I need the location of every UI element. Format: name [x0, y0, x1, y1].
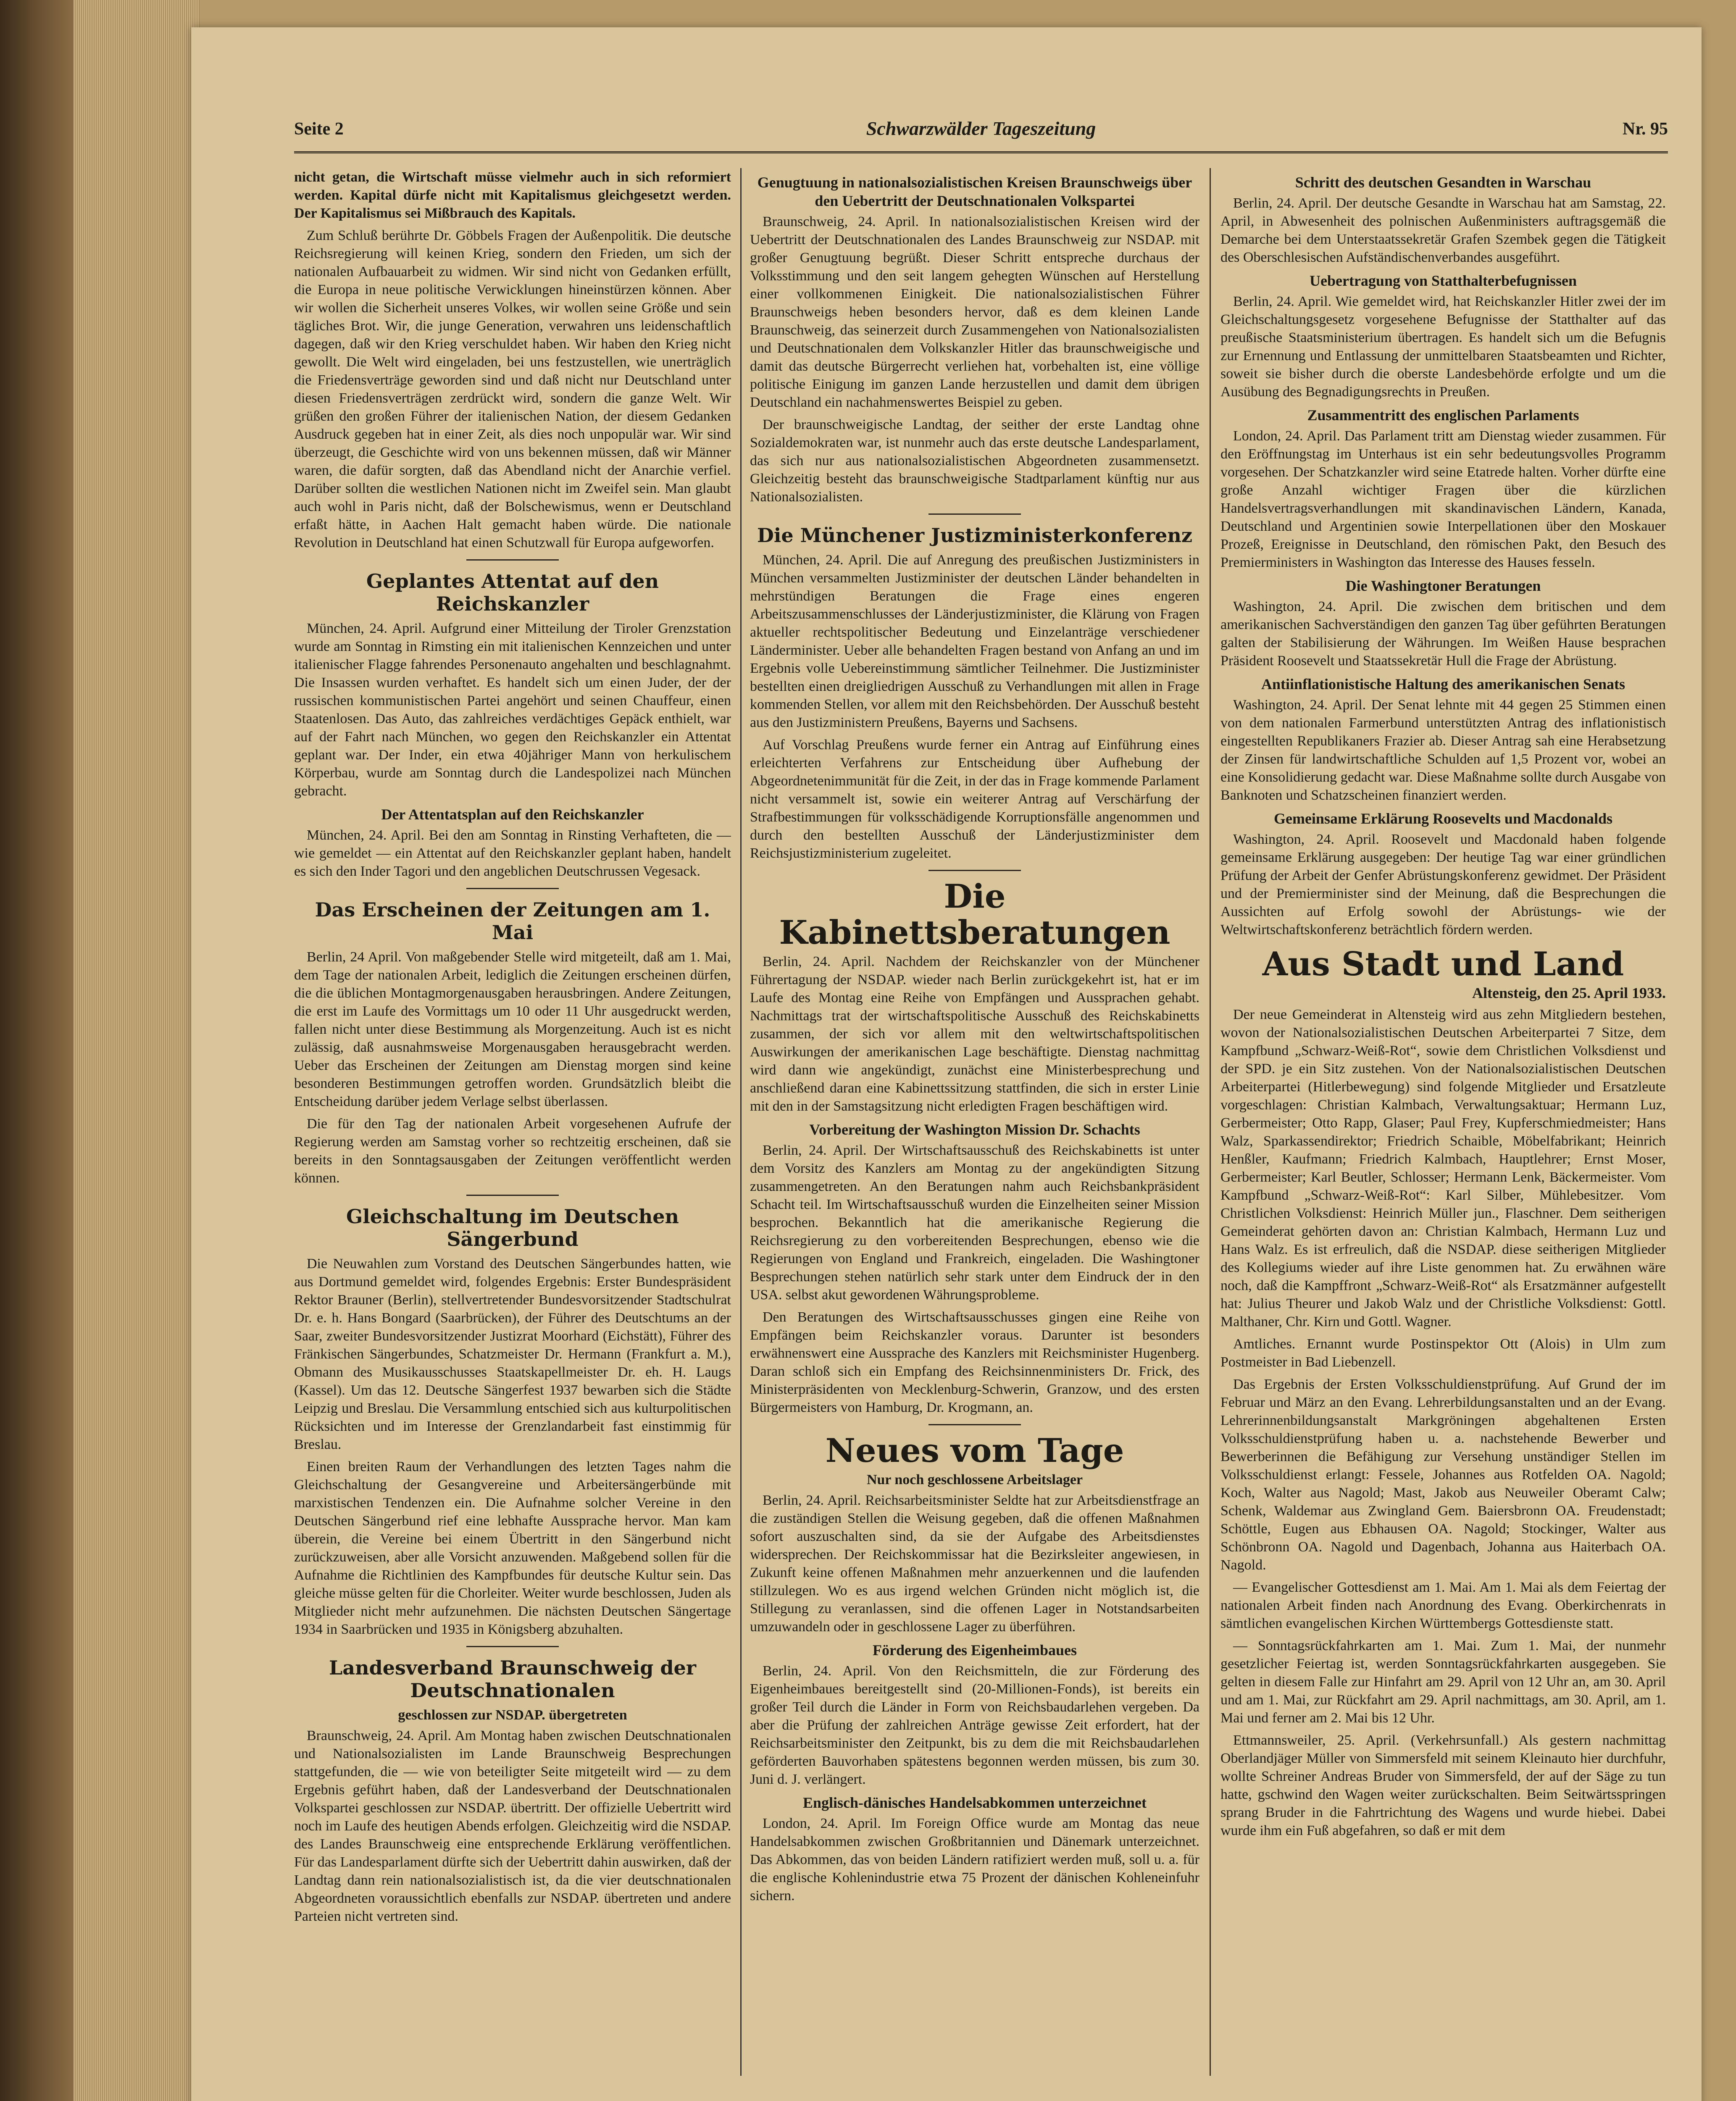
paragraph: Berlin, 24. April. Der Wirtschaftsausschuß des Reichskabinetts ist unter dem Vorsitz des Kanzlers am Montag zu der angekündigten Sitzung zusammengetreten. An den Beratungen nahm auch Reichsbankpräsident Schacht teil. Im Wirtschaftsausschuß wurden die Einzelheiten seiner Mission besprochen. Bekanntlich hat die amerikanische Regierung die Reichsregierung zu den vorbereitenden Besprechungen, ebenso wie die Regierungen von England und Frankreich, eingeladen. Die Washingtoner Besprechungen stehen natürlich sehr stark unter dem Eindruck der in den USA. selbst akut gewordenen Währungsprobleme.: [750, 1143, 1199, 1303]
headline: Das Erscheinen der Zeitungen am 1. Mai: [315, 898, 710, 944]
headline: Die Münchener Justizministerkonferenz: [757, 524, 1192, 547]
paragraph: München, 24. April. Bei den am Sonntag in Rinsting Verhafteten, die — wie gemeldet — ein Attentat auf den Reichskanzler geplant haben, handelt es sich den Inder Tagori und den angeblichen Deutschrussen Vegesack.: [294, 827, 731, 879]
paragraph: Berlin, 24. April. Reichsarbeitsminister Seldte hat zur Arbeitsdienstfrage an die zuständigen Stellen die Weisung gegeben, daß die offenen Maßnahmen sofort auszuschalten sind, da sie der Aufgabe des Arbeitsdienstes widersprechen. Der Reichskommissar hat die Bezirksleiter angewiesen, in Zukunft keine offenen Maßnahmen mehr anzuerkennen und die laufenden stillzulegen. Wo es aus irgend welchen Gründen nicht möglich ist, die Stillegung zu veranlassen, sind die offenen Lager in Notstandsarbeiten umzuwandeln oder in geschlossene Lager zu überführen.: [750, 1493, 1199, 1635]
paragraph: nicht getan, die Wirtschaft müsse vielmehr auch in sich reformiert werden. Kapital dürfe nicht mit Kapitalismus gleichgesetzt werden. Der Kapitalismus sei Mißbrauch des Kapitals.: [294, 169, 731, 221]
section-title: Aus Stadt und Land: [1262, 945, 1624, 983]
separator: [466, 1195, 559, 1196]
subheadline: Der Attentatsplan auf den Reichskanzler: [381, 806, 644, 823]
paragraph: — Sonntagsrückfahrkarten am 1. Mai. Zum 1. Mai, der nunmehr gesetzlicher Feiertag ist, werden Sonntagsrückfahrkarten ausgegeben. Sie gelten in diesem Falle zur Hinfahrt am 29. April von 12 Uhr an, am 30. April und am 1. Mai, zur Rückfahrt am 29. April nachmittags, am 30. April, am 1. Mai und ferner am 2. Mai bis 12 Uhr.: [1220, 1638, 1666, 1726]
page-edges: [74, 0, 200, 2101]
paragraph: Der neue Gemeinderat in Altensteig wird aus zehn Mitgliedern bestehen, wovon der Nationalsozialistischen Deutschen Arbeiterpartei 7 Sitze, dem Kampfbund „Schwarz-Weiß-Rot“, sowie dem Christlichen Volksdienst und der SPD. je ein Sitz zustehen. Von der Nationalsozialistischen Deutschen Arbeiterpartei (Hitlerbewegung) sind folgende Mitglieder und Ersatzleute vorgeschlagen: Christian Kalmbach, Verwaltungsaktuar; Hermann Luz, Gerbermeister; Otto Rapp, Glaser; Paul Frey, Kupferschmiedmeister; Hans Walz, Sparkassendirektor; Friedrich Schaible, Möbelfabrikant; Heinrich Henßler, Kaufmann; Friedrich Kalmbach, Hauptlehrer; Ernst Moser, Gerbermeister; Karl Beutler, Schlosser; Hermann Lenk, Bäckermeister. Vom Kampfbund „Schwarz-Weiß-Rot“: Karl Silber, Mühlebesitzer. Vom Christlichen Volksdienst: Heinrich Müller jun., Flaschner. Dem seitherigen Gemeinderat gehörten davon an: Christian Kalmbach, Hermann Luz und Hans Walz. Es ist erfreulich, daß die NSDAP. diese seitherigen Mitglieder des Kollegiums wieder auf ihre Liste genommen hat. Zu erwähnen wäre noch, daß die Kampffront „Schwarz-Weiß-Rot“ als Ersatzmänner aufgestellt hat: Julius Theurer und Jakob Walz und der Christliche Volksdienst: Gottl. Malthaner, Chr. Kirn und Gottl. Wagner.: [1220, 1007, 1666, 1330]
subheadline: Förderung des Eigenheimbaues: [872, 1642, 1077, 1659]
separator: [928, 1424, 1021, 1425]
paragraph: Washington, 24. April. Der Senat lehnte mit 44 gegen 25 Stimmen einen von dem nationalen Farmerbund unterstützten Antrag des inflationistisch eingestellten Republikaners Frazier ab. Dieser Antrag sah eine Herabsetzung der Zinsen für landwirtschaftliche Schulden auf 1,5 Prozent vor, wobei an eine Konsolidierung gedacht war. Diese Maßnahme sollte durch Ausgabe von Banknoten und Schatzscheinen finanziert werden.: [1220, 697, 1666, 803]
book-spine: [0, 0, 74, 2101]
subheadline: Zusammentritt des englischen Parlaments: [1307, 407, 1579, 424]
subheadline: Nur noch geschlossene Arbeitslager: [866, 1472, 1083, 1488]
column-rule: [740, 168, 742, 2076]
column-rule: [1210, 168, 1211, 2076]
paragraph: Berlin, 24. April. Nachdem der Reichskanzler von der Münchener Führertagung der NSDAP. wieder nach Berlin zurückgekehrt ist, hat er im Laufe des Montag eine Reihe von Empfängen und Aussprachen gehabt. Nachmittags trat der wirtschaftspolitische Ausschuß des Reichskabinetts zusammen, der sich vor allem mit den weltwirtschaftspolitischen Auswirkungen der amerikanischen Lage beschäftigte. Dienstag nachmittag wird dann wie angekündigt, zunächst eine Ministerbesprechung und anschließend daran eine Kabinettssitzung stattfinden, die sich in erster Linie mit den in der Samstagsitzung nicht erledigten Fragen beschäftigen wird.: [750, 954, 1199, 1114]
separator: [466, 559, 559, 561]
separator: [466, 1646, 559, 1647]
paragraph: Berlin, 24. April. Der deutsche Gesandte in Warschau hat am Samstag, 22. April, in Abwesenheit des polnischen Außenministers auftragsgemäß die Demarche bei dem Unterstaatssekretär Grafen Szembek gegen die Tätigkeit des Oberschlesischen Aufständischenverbandes ausgeführt.: [1220, 195, 1666, 265]
column-2: [750, 168, 1199, 2076]
headline: Geplantes Attentat auf den Reichskanzler: [366, 570, 659, 615]
subheadline: Englisch-dänisches Handelsabkommen unterzeichnet: [802, 1794, 1147, 1811]
paragraph: Die für den Tag der nationalen Arbeit vorgesehenen Aufrufe der Regierung werden am Samstag vorher so rechtzeitig erscheinen, daß sie bereits in den Sonntagsausgaben der Zeitungen veröffentlicht werden können.: [294, 1116, 731, 1186]
subheadline: geschlossen zur NSDAP. übergetreten: [398, 1707, 627, 1723]
paragraph: Braunschweig, 24. April. Am Montag haben zwischen Deutschnationalen und Nationalsozialisten im Lande Braunschweig Besprechungen stattgefunden, die — wie von beteiligter Seite mitgeteilt wird — zu dem Ergebnis geführt haben, daß der Landesverband der Deutschnationalen Volkspartei geschlossen zur NSDAP. übertritt. Der offizielle Uebertritt wird noch im Laufe des heutigen Abends erfolgen. Gleichzeitig wird die NSDAP. des Landes Braunschweig eine entsprechende Erklärung veröffentlichen. Für das Landesparlament dürfte sich der Uebertritt dahin auswirken, daß der Landtag dann rein nationalsozialistisch ist, da die vier deutschnationalen Abgeordneten voraussichtlich ebenfalls zur NSDAP. übertreten und andere Parteien nicht vertreten sind.: [294, 1728, 731, 1924]
separator: [928, 513, 1021, 515]
dateline: Altensteig, den 25. April 1933.: [1472, 985, 1666, 1001]
headline: Die Kabinettsberatungen: [779, 877, 1170, 952]
page-header: [294, 111, 1668, 153]
headline: Gleichschaltung im Deutschen Sängerbund: [346, 1205, 679, 1251]
headline: Neues vom Tage: [825, 1432, 1124, 1470]
paragraph: Washington, 24. April. Roosevelt und Macdonald haben folgende gemeinsame Erklärung ausgegeben: Der heutige Tag war einer gründlichen Prüfung der Arbeit der Genfer Abrüstungskonferenz gewidmet. Der Präsident und der Premierminister sind der Meinung, daß die Besprechungen die Aussichten auf Erfolg sowohl der Abrüstungs- wie der Weltwirtschaftskonferenz beträchtlich fördern werden.: [1220, 832, 1666, 937]
paragraph: Washington, 24. April. Die zwischen dem britischen und dem amerikanischen Sachverständigen den ganzen Tag über geführten Beratungen galten der Stabilisierung der Währungen. Im Weißen Hause besprachen Präsident Roosevelt und Staatssekretär Hull die Frage der Abrüstung.: [1220, 599, 1666, 669]
issue-number: Nr. 95: [1622, 119, 1668, 139]
page-number: Seite 2: [294, 119, 344, 139]
paragraph: Das Ergebnis der Ersten Volksschuldienstprüfung. Auf Grund der im Februar und März an den Evang. Lehrerbildungsanstalten und an der Evang. Lehrerinnenbildungsanstalt Markgröningen abgehaltenen Ersten Volksschuldienstprüfung haben u. a. nachstehende Bewerber und Bewerberinnen die Befähigung zur Versehung unständiger Stellen im Volksschuldienst erlangt: Fessele, Johannes aus Rotfelden OA. Nagold; Koch, Walter aus Nagold; Mast, Jakob aus Neuweiler Oberamt Calw; Schenk, Waldemar aus Zwingland Gem. Baiersbronn OA. Freudenstadt; Schöttle, Eugen aus Ebhausen OA. Nagold; Stockinger, Walter aus Schönbronn OA. Nagold und Dagenbach, Johanna aus Haiterbach OA. Nagold.: [1220, 1377, 1666, 1573]
paragraph: Berlin, 24 April. Von maßgebender Stelle wird mitgeteilt, daß am 1. Mai, dem Tage der nationalen Arbeit, lediglich die Zeitungen erscheinen dürfen, die die üblichen Montagmorgenausgaben herausbringen. Andere Zeitungen, die erst im Laufe des Vormittags um 10 oder 11 Uhr ausgedruckt werden, fallen nicht unter diese Bestimmung als Morgenzeitung. Auch ist es nicht zulässig, daß ausnahmsweise Morgenausgaben herausgebracht werden. Ueber das Erscheinen der Zeitungen am Dienstag morgen sind keine besonderen Bestimmungen getroffen worden. Grundsätzlich bleibt die Entscheidung darüber jedem Verlage selbst überlassen.: [294, 949, 731, 1109]
subheadline: Antiinflationistische Haltung des amerikanischen Senats: [1261, 676, 1626, 692]
paragraph: London, 24. April. Das Parlament tritt am Dienstag wieder zusammen. Für den Eröffnungstag im Unterhaus ist ein sehr bedeutungsvolles Programm vorgesehen. Der Schatzkanzler wird seine Etatrede halten. Vorher dürfte eine große Anzahl wichtiger Fragen über die kürzlichen Handelsvertragsverhandlungen mit skandinavischen Ländern, Kanada, Deutschland und Argentinien sowie Interpellationen über den Moskauer Prozeß, Ereignisse in Deutschland, den römischen Pakt, den Besuch des Premierministers in Washington das Interesse des Hauses fesseln.: [1220, 428, 1666, 570]
paragraph: — Evangelischer Gottesdienst am 1. Mai. Am 1. Mai als dem Feiertag der nationalen Arbeit finden nach Anordnung des Evang. Oberkirchenrats in sämtlichen evangelischen Kirchen Württembergs Gottesdienste statt.: [1220, 1580, 1666, 1631]
paragraph: Braunschweig, 24. April. In nationalsozialistischen Kreisen wird der Uebertritt der Deutschnationalen des Landes Braunschweig zur NSDAP. mit großer Genugtuung begrüßt. Dieser Schritt entspreche durchaus der Volksstimmung und den seit langem gehegten Wünschen auf Herstellung einer vollkommenen Einigkeit. Die nationalsozialistischen Führer Braunschweigs heben besonders hervor, daß es dem kleinen Lande Braunschweig, das seinerzeit durch Zusammengehen von Nationalsozialisten und Deutschnationalen dem Volkskanzler Hitler das braunschweigische und damit das deutsche Bürgerrecht verliehen hat, vorbehalten ist, eine völlige politische Einigung im ganzen Lande herzustellen und damit dem übrigen Deutschland ein nachahmenswertes Beispiel zu geben.: [750, 214, 1199, 410]
paragraph: München, 24. April. Die auf Anregung des preußischen Justizministers in München versammelten Justizminister der deutschen Länder behandelten in mehrstündigen Beratungen die Frage eines engeren Arbeitszusammenschlusses der Länderjustizminister, die Klärung von Fragen aktueller rechtspolitischer Bedeutung und Einzelanträge verschiedener Länderminister. Ueber alle behandelten Fragen bestand von Anfang an und im Ergebnis volle Uebereinstimmung sämtlicher Teilnehmer. Die Justizminister bestellten einen dreigliedrigen Ausschuß zu Verhandlungen mit allen in Frage kommenden Stellen, vor allem mit den Reichsbehörden. Der Ausschuß besteht aus den Justizministern Preußens, Bayerns und Sachsens.: [750, 552, 1199, 730]
subheadline: Vorbereitung der Washington Mission Dr. Schachts: [809, 1121, 1140, 1138]
paragraph: Der braunschweigische Landtag, der seither der erste Landtag ohne Sozialdemokraten war, ist nunmehr auch das erste deutsche Landesparlament, das sich nur aus nationalsozialistischen Abgeordneten zusammensetzt. Gleichzeitig besteht das braunschweigische Stadtparlament künftig nur aus Nationalsozialisten.: [750, 417, 1199, 505]
paragraph: Berlin, 24. April. Wie gemeldet wird, hat Reichskanzler Hitler zwei der im Gleichschaltungsgesetz vorgesehene Befugnisse der Statthalter auf das preußische Staatsministerium übertragen. Es handelt sich um die Befugnis zur Ernennung und Entlassung der unmittelbaren Staatsbeamten und Richter, soweit sie bisher durch die oberste Landesbehörde erfolgte und um die Ausübung des Begnadigungsrechts in Preußen.: [1220, 294, 1666, 400]
newspaper-title: Schwarzwälder Tageszeitung: [866, 118, 1096, 139]
paragraph: Berlin, 24. April. Von den Reichsmitteln, die zur Förderung des Eigenheimbaues bereitgestellt sind (20-Millionen-Fonds), ist bereits ein großer Teil durch die Länder in Form von Reichsbaudarlehen vergeben. Da aber die Prüfung der zahlreichen Anträge gewisse Zeit erfordert, hat der Reichsarbeitsminister den Zeitpunkt, bis zu dem die mit Reichsbaudarlehen geförderten Bauvorhaben spätestens begonnen werden müssen, bis zum 30. Juni d. J. verlängert.: [750, 1663, 1199, 1787]
paragraph: Amtliches. Ernannt wurde Postinspektor Ott (Alois) in Ulm zum Postmeister in Bad Liebenzell.: [1220, 1336, 1666, 1370]
paragraph: Ettmannsweiler, 25. April. (Verkehrsunfall.) Als gestern nachmittag Oberlandjäger Müller von Simmersfeld mit seinem Kleinauto hier durchfuhr, wollte Schreiner Andreas Bruder von Simmersfeld, der auf der Säge zu tun hatte, gschwind den Wagen weiter zurückschalten. Beim Seitwärtsspringen sprang Bruder in die Fahrtrichtung des Wagens und wurde hiebei. Dabei wurde ihm ein Fuß abgefahren, so daß er mit dem: [1220, 1732, 1666, 1838]
paragraph: Die Neuwahlen zum Vorstand des Deutschen Sängerbundes hatten, wie aus Dortmund gemeldet wird, folgendes Ergebnis: Erster Bundespräsident Rektor Brauner (Berlin), stellvertretender Bundesvorsitzender Stadtschulrat Dr. e. h. Hans Bongard (Saarbrücken), der Führer des Deutschtums an der Saar, zweiter Bundesvorsitzender Justizrat Moorhard (Eichstätt), Führer des Fränkischen Sängerbundes, Schatzmeister Dr. Hermann (Frankfurt a. M.), Obmann des Musikausschusses Staatskapellmeister Dr. eh. H. Laugs (Kassel). Um das 12. Deutsche Sängerfest 1937 bewarben sich die Städte Leipzig und Breslau. Die Versammlung entschied sich aus kulturpolitischen Rücksichten und im Interesse der Grenzlandarbeit fast einstimmig für Breslau.: [294, 1256, 731, 1452]
subheadline: Uebertragung von Statthalterbefugnissen: [1310, 272, 1577, 289]
separator: [466, 888, 559, 889]
headline: Landesverband Braunschweig der Deutschnationalen: [329, 1656, 697, 1702]
paragraph: Einen breiten Raum der Verhandlungen des letzten Tages nahm die Gleichschaltung der Gesangvereine und Arbeitersängerbünde mit marxistischen Tendenzen ein. Die Aufnahme solcher Vereine in den Deutschen Sängerbund rief eine lebhafte Aussprache hervor. Man kam überein, die Vereine bei einem Übertritt in den Sängerbund nicht zurückzuweisen, aber alle Vorsicht anzuwenden. Maßgebend sollen für die Aufnahme die Richtlinien des Kampfbundes für deutsche Kultur sein. Das gleiche müsse gelten für die Chorleiter. Weiter wurde beschlossen, Juden als Mitglieder nicht mehr aufzunehmen. Die nächsten Deutschen Sängertage 1934 in Saarbrücken und 1935 in Königsberg abzuhalten.: [294, 1459, 731, 1637]
separator: [928, 870, 1021, 871]
paragraph: Den Beratungen des Wirtschaftsausschusses gingen eine Reihe von Empfängen beim Reichskanzler voraus. Darunter ist besonders erwähnenswert eine Aussprache des Kanzlers mit Reichsminister Hugenberg. Daran schloß sich ein Empfang des Reichsinnenministers Dr. Frick, des Ministerpräsidenten von Mecklenburg-Schwerin, Granzow, und des ersten Bürgermeisters von Hamburg, Dr. Krogmann, an.: [750, 1309, 1199, 1415]
subheadline: Gemeinsame Erklärung Roosevelts und Macdonalds: [1273, 810, 1613, 827]
subheadline: Die Washingtoner Beratungen: [1345, 577, 1541, 594]
newspaper-page: [191, 27, 1702, 2101]
subheadline: Genugtuung in nationalsozialistischen Kreisen Braunschweigs über den Uebertritt der Deutschnationalen Volkspartei: [757, 174, 1192, 209]
column-1: [294, 168, 731, 2076]
column-3: [1220, 168, 1666, 2076]
paragraph: London, 24. April. Im Foreign Office wurde am Montag das neue Handelsabkommen zwischen Großbritannien und Dänemark unterzeichnet. Das Abkommen, das von beiden Ländern ratifiziert werden muß, soll u. a. für die englische Kohlenindustrie etwa 75 Prozent der dänischen Kohleneinfuhr sichern.: [750, 1816, 1199, 1904]
subheadline: Schritt des deutschen Gesandten in Warschau: [1295, 174, 1591, 191]
paragraph: Zum Schluß berührte Dr. Göbbels Fragen der Außenpolitik. Die deutsche Reichsregierung will keinen Krieg, sondern den Frieden, um sich der nationalen Aufbauarbeit zu widmen. Wir sind nicht von Gedanken erfüllt, die Europa in neue politische Verwicklungen hineinstürzen können. Aber wir wollen die Sicherheit unseres Volkes, wir wollen seine Größe und sein tägliches Brot. Wir, die junge Generation, verwahren uns leidenschaftlich dagegen, daß wir den Krieg verschuldet haben. Wir haben den Krieg nicht gewollt. Die Welt wird eingeladen, bei uns festzustellen, wie unerträglich die Friedensverträge geworden sind und daß nicht nur Deutschland unter diesen Friedensverträgen zerdrückt wird, sondern die ganze Welt. Wir grüßen den großen Führer der italienischen Nation, der diesem Gedanken Ausdruck gegeben hat in einer Zeit, als dies noch unpopulär war. Wir sind überzeugt, die Geschichte wird von uns bekennen müssen, daß wir Männer waren, die dafür sorgten, daß das Abendland nicht der Anarchie verfiel. Darüber sollten die westlichen Nationen nicht im Zweifel sein. Man glaubt auch wohl in Paris nicht, daß der Bolschewismus, wenn er Deutschland erfaßt hätte, in Aachen Halt gemacht haben würde. Die nationale Revolution in Deutschland hat einen Schutzwall für Europa aufgeworfen.: [294, 228, 731, 550]
paragraph: Auf Vorschlag Preußens wurde ferner ein Antrag auf Einführung eines erleichterten Verfahrens zur Entscheidung über Aufhebung der Abgeordnetenimmunität für die Zeit, in der das in Frage kommende Parlament nicht versammelt ist, sowie ein weiterer Antrag auf Verschärfung der Strafbestimmungen für volksschädigende Korruptionsfälle angenommen und durch den bestellten Ausschuß der Länderjustizminister dem Reichsjustizministerium zugeleitet.: [750, 737, 1199, 861]
paragraph: München, 24. April. Aufgrund einer Mitteilung der Tiroler Grenzstation wurde am Sonntag in Rimsting ein mit italienischen Kennzeichen und unter italienischer Flagge fahrendes Personenauto angehalten und beschlagnahmt. Die Insassen wurden verhaftet. Es handelt sich um einen Juder, der der russischen kommunistischen Partei angehört und seinen Chauffeur, einen Staatenlosen. Das Auto, das zahlreiches verdächtiges Gepäck enthielt, war auf der Fahrt nach München, wo gegen den Reichskanzler ein Attentat geplant war. Der Inder, ein etwa 40jähriger Mann von herkulischem Körperbau, wurde am Sonntag durch die Landespolizei nach München gebracht.: [294, 621, 731, 799]
